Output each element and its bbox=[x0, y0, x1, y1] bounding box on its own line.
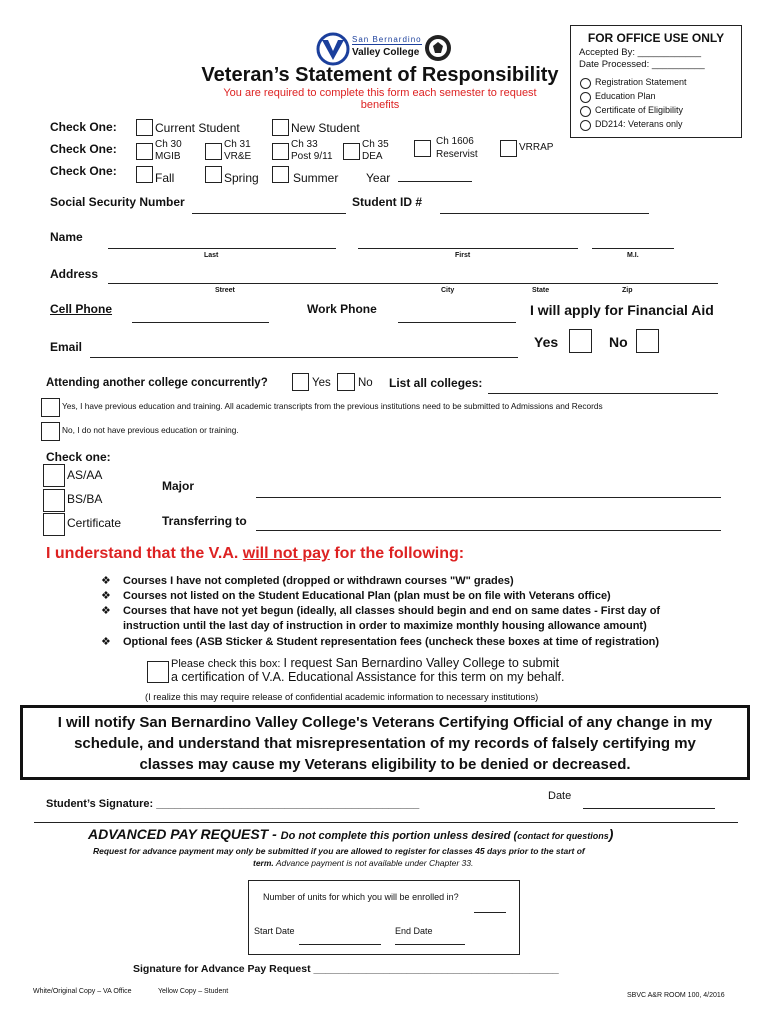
first-name-input[interactable] bbox=[358, 248, 578, 249]
ch31-sublabel: VR&E bbox=[224, 151, 252, 162]
degree-heading: Check one: bbox=[46, 450, 111, 464]
advance-pay-signature-field[interactable]: Signature for Advance Pay Request __________________________________________ bbox=[133, 963, 559, 975]
ch33-sublabel: Post 9/11 bbox=[291, 151, 333, 162]
footer-white-copy: White/Original Copy – VA Office bbox=[33, 988, 132, 995]
cell-phone-input[interactable] bbox=[132, 322, 269, 323]
office-radio-education-plan[interactable] bbox=[580, 92, 591, 103]
concurrent-no-checkbox[interactable] bbox=[337, 373, 355, 391]
ch33-label: Ch 33 bbox=[291, 139, 318, 150]
ch1606-sublabel: Reservist bbox=[436, 149, 478, 160]
advance-pay-note-2-bold: term. bbox=[253, 858, 274, 868]
ch31-label: Ch 31 bbox=[224, 139, 251, 150]
units-input[interactable] bbox=[474, 912, 506, 913]
prev-education-no-label: No, I do not have previous education or training. bbox=[62, 425, 239, 435]
fall-checkbox[interactable] bbox=[136, 166, 153, 183]
advance-pay-title-main: ADVANCED PAY REQUEST - bbox=[88, 826, 281, 842]
major-label: Major bbox=[162, 479, 195, 493]
as-aa-label: AS/AA bbox=[67, 468, 103, 482]
ch30-label: Ch 30 bbox=[155, 139, 182, 150]
student-signature-field[interactable]: Student’s Signature: ___________________________________________ bbox=[46, 798, 420, 810]
footer-form-code: SBVC A&R ROOM 100, 4/2016 bbox=[627, 992, 725, 999]
office-radio-certificate[interactable] bbox=[580, 106, 591, 117]
page-title: Veteran’s Statement of Responsibility bbox=[201, 64, 559, 86]
year-label: Year bbox=[366, 171, 391, 185]
fin-aid-yes-label: Yes bbox=[534, 334, 559, 350]
ch35-checkbox[interactable] bbox=[343, 143, 360, 160]
logo-v-icon bbox=[316, 32, 350, 66]
zip-caption: Zip bbox=[622, 287, 633, 294]
student-id-input[interactable] bbox=[440, 213, 649, 214]
prev-education-yes-checkbox[interactable] bbox=[41, 398, 60, 417]
end-date-label: End Date bbox=[395, 926, 433, 936]
mi-input[interactable] bbox=[592, 248, 674, 249]
end-date-input[interactable] bbox=[395, 944, 465, 945]
office-radio-dd214[interactable] bbox=[580, 120, 591, 131]
date-label: Date bbox=[548, 790, 572, 802]
major-input[interactable] bbox=[256, 497, 721, 498]
check-one-label: Check One: bbox=[50, 142, 117, 156]
request-certification-checkbox[interactable] bbox=[147, 661, 169, 683]
notify-statement-box bbox=[20, 705, 750, 780]
transferring-label: Transferring to bbox=[162, 514, 247, 528]
last-name-input[interactable] bbox=[108, 248, 336, 249]
diamond-bullet-icon: ❖ bbox=[101, 590, 111, 602]
concurrent-no-label: No bbox=[358, 377, 373, 389]
new-student-label: New Student bbox=[291, 121, 360, 135]
advance-pay-contact: contact for questions bbox=[517, 831, 609, 841]
bs-ba-checkbox[interactable] bbox=[43, 489, 65, 512]
concurrent-question: Attending another college concurrently? bbox=[46, 377, 268, 389]
office-option-label: Registration Statement bbox=[595, 77, 687, 87]
diamond-bullet-icon: ❖ bbox=[101, 636, 111, 648]
start-date-input[interactable] bbox=[299, 944, 381, 945]
concurrent-yes-checkbox[interactable] bbox=[292, 373, 309, 391]
office-use-box bbox=[570, 25, 742, 138]
va-not-pay-heading bbox=[46, 545, 464, 563]
spring-label: Spring bbox=[224, 171, 259, 185]
prev-education-no-checkbox[interactable] bbox=[41, 422, 60, 441]
advance-pay-title bbox=[88, 826, 613, 844]
ch35-sublabel: DEA bbox=[362, 151, 383, 162]
current-student-label: Current Student bbox=[155, 121, 240, 135]
notify-line: I will notify San Bernardino Valley College's Veterans Certifying Official of any change in my bbox=[57, 714, 713, 731]
va-item: Optional fees (ASB Sticker & Student representation fees (uncheck these boxes at time of registration) bbox=[123, 636, 660, 648]
fall-label: Fall bbox=[155, 171, 175, 185]
office-radio-registration[interactable] bbox=[580, 78, 591, 89]
va-heading-post: for the following: bbox=[329, 545, 465, 562]
advance-pay-close: ) bbox=[608, 826, 614, 842]
street-caption: Street bbox=[215, 287, 235, 294]
list-colleges-input[interactable] bbox=[488, 393, 718, 394]
ch35-label: Ch 35 bbox=[362, 139, 389, 150]
email-label: Email bbox=[50, 340, 83, 354]
diamond-bullet-icon: ❖ bbox=[101, 605, 111, 617]
request-line-2: a certification of V.A. Educational Assistance for this term on my behalf. bbox=[171, 670, 565, 684]
notify-line: schedule, and understand that misrepresentation of my records of falsely certifying my bbox=[74, 735, 696, 752]
footer-yellow-copy: Yellow Copy – Student bbox=[158, 988, 229, 995]
date-input[interactable] bbox=[583, 808, 715, 809]
address-label: Address bbox=[50, 267, 99, 281]
address-input[interactable] bbox=[108, 283, 718, 284]
logo-name-bottom: Valley College bbox=[352, 47, 420, 58]
ssn-label: Social Security Number bbox=[50, 195, 185, 209]
va-item: Courses I have not completed (dropped or withdrawn courses "W" grades) bbox=[123, 575, 514, 587]
ch33-checkbox[interactable] bbox=[272, 143, 289, 160]
request-note: (I realize this may require release of confidential academic information to necessary institutions) bbox=[145, 692, 539, 702]
office-use-heading: FOR OFFICE USE ONLY bbox=[587, 31, 725, 45]
request-line-1-big: I request San Bernardino Valley College to submit bbox=[283, 656, 560, 670]
vrrap-label: VRRAP bbox=[519, 142, 554, 153]
first-caption: First bbox=[455, 252, 471, 259]
logo-name-top: San Bernardino bbox=[352, 35, 422, 44]
diamond-bullet-icon: ❖ bbox=[101, 575, 111, 587]
ch31-checkbox[interactable] bbox=[205, 143, 222, 160]
work-phone-label: Work Phone bbox=[307, 302, 377, 316]
vrrap-checkbox[interactable] bbox=[500, 140, 517, 157]
email-input[interactable] bbox=[90, 357, 518, 358]
office-option-label: DD214: Veterans only bbox=[595, 119, 683, 129]
ssn-input[interactable] bbox=[192, 213, 346, 214]
seal-icon bbox=[424, 34, 452, 62]
spring-checkbox[interactable] bbox=[205, 166, 222, 183]
units-label: Number of units for which you will be enrolled in? bbox=[263, 892, 459, 902]
va-heading-pre: I understand that the V.A. bbox=[46, 545, 243, 562]
ch30-checkbox[interactable] bbox=[136, 143, 153, 160]
accepted-by: Accepted By: ____________ bbox=[579, 47, 702, 58]
va-item: instruction until the last day of instruction in order to maximize monthly housing allowance amount) bbox=[123, 620, 647, 632]
prev-education-yes-label: Yes, I have previous education and training. All academic transcripts from the previous institutions need to be submitted to Admissions and Records bbox=[62, 401, 603, 411]
new-student-checkbox[interactable] bbox=[272, 119, 289, 136]
student-id-label: Student ID # bbox=[352, 195, 423, 209]
financial-aid-question: I will apply for Financial Aid bbox=[530, 302, 714, 318]
work-phone-input[interactable] bbox=[398, 322, 516, 323]
advance-pay-box bbox=[248, 880, 520, 955]
college-logo bbox=[316, 32, 456, 68]
mi-caption: M.I. bbox=[627, 252, 639, 259]
summer-label: Summer bbox=[293, 171, 339, 185]
check-one-label: Check One: bbox=[50, 164, 117, 178]
section-divider bbox=[34, 822, 738, 823]
ch1606-checkbox[interactable] bbox=[414, 140, 431, 157]
office-option-label: Certificate of Eligibility bbox=[595, 105, 684, 115]
name-label: Name bbox=[50, 230, 83, 244]
summer-checkbox[interactable] bbox=[272, 166, 289, 183]
va-item: Courses that have not yet begun (ideally, all classes should begin and end on same dates - First day of bbox=[123, 605, 661, 617]
advance-pay-note-1: Request for advance payment may only be submitted if you are allowed to register for classes 45 days prior to the start of bbox=[93, 846, 585, 856]
certificate-checkbox[interactable] bbox=[43, 513, 65, 536]
cell-phone-label: Cell Phone bbox=[50, 302, 113, 316]
check-one-label: Check One: bbox=[50, 120, 117, 134]
advance-pay-title-rest: Do not complete this portion unless desired ( bbox=[280, 830, 518, 842]
fin-aid-no-checkbox[interactable] bbox=[636, 329, 659, 353]
notify-line: classes may cause my Veterans eligibility to be denied or decreased. bbox=[139, 756, 631, 773]
subtitle-line-2: benefits bbox=[360, 99, 400, 111]
current-student-checkbox[interactable] bbox=[136, 119, 153, 136]
va-item: Courses not listed on the Student Educational Plan (plan must be on file with Veterans office) bbox=[123, 590, 611, 602]
state-caption: State bbox=[532, 287, 550, 294]
va-heading-underline: will not pay bbox=[242, 545, 330, 562]
last-caption: Last bbox=[204, 252, 219, 259]
year-input[interactable] bbox=[398, 181, 472, 182]
certificate-label: Certificate bbox=[67, 516, 122, 530]
transferring-input[interactable] bbox=[256, 530, 721, 531]
ch30-sublabel: MGIB bbox=[155, 151, 181, 162]
subtitle-line-1: You are required to complete this form each semester to request bbox=[223, 87, 537, 99]
ch1606-label: Ch 1606 bbox=[436, 136, 474, 147]
fin-aid-yes-checkbox[interactable] bbox=[569, 329, 592, 353]
advance-pay-note-2-rest: Advance payment is not available under Chapter 33. bbox=[273, 858, 474, 868]
office-option-label: Education Plan bbox=[595, 91, 656, 101]
date-processed: Date Processed: __________ bbox=[579, 59, 705, 70]
as-aa-checkbox[interactable] bbox=[43, 464, 65, 487]
concurrent-yes-label: Yes bbox=[312, 377, 331, 389]
bs-ba-label: BS/BA bbox=[67, 492, 103, 506]
city-caption: City bbox=[441, 287, 455, 294]
request-line-1-small: Please check this box: bbox=[171, 658, 284, 670]
advance-pay-note-2 bbox=[253, 858, 473, 868]
fin-aid-no-label: No bbox=[609, 334, 628, 350]
start-date-label: Start Date bbox=[254, 926, 295, 936]
list-colleges-label: List all colleges: bbox=[389, 376, 483, 390]
